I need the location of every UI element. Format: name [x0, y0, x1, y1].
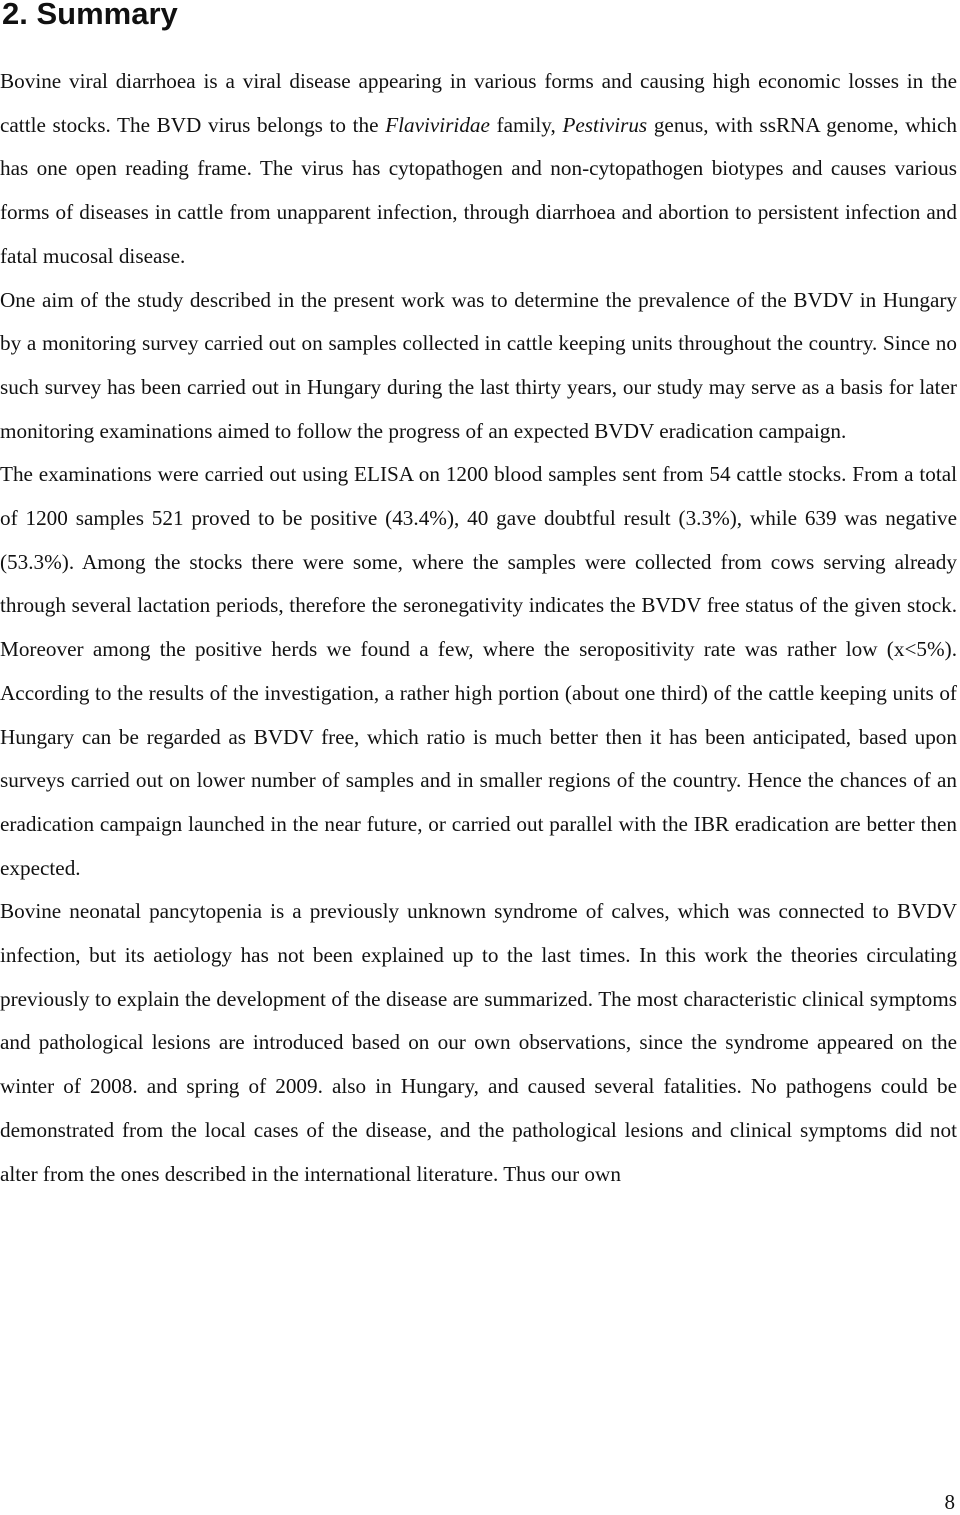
page-number: 8 — [944, 1490, 955, 1514]
paragraph: One aim of the study described in the present work was to determine the prevalence of the BVDV in Hungary by a monitoring survey carried out on samples collected in cattle keeping units throughout the country. Since no such survey has been carried out in Hungary during the last thirty years, our study may serve as a basis for later monitoring examinations aimed to follow the progress of an expected BVDV eradication campaign. — [0, 287, 957, 443]
italic-term: Pestivirus — [562, 112, 648, 137]
summary-body — [0, 60, 957, 1196]
section-heading: 2. Summary — [2, 0, 178, 31]
paragraph: The examinations were carried out using ELISA on 1200 blood samples sent from 54 cattle stocks. From a total of 1200 samples 521 proved to be positive (43.4%), 40 gave doubtful result (3.3%), while 639 was negative (53.3%). Among the stocks there were some, where the samples were collected from cows serving already through several lactation periods, therefore the seronegativity indicates the BVDV free status of the given stock. Moreover among the positive herds we found a few, where the seropositivity rate was rather low (x<5%). According to the results of the investigation, a rather high portion (about one third) of the cattle keeping units of Hungary can be regarded as BVDV free, which ratio is much better then it has been anticipated, based upon surveys carried out on lower number of samples and in smaller regions of the country. Hence the chances of an eradication campaign launched in the near future, or carried out parallel with the IBR eradication are better then expected. — [0, 462, 957, 880]
italic-term: Flaviviridae — [385, 112, 490, 137]
paragraph: Bovine viral diarrhoea is a viral disease appearing in various forms and causing high economic losses in the cattle stocks. The BVD virus belongs to the Flaviviridae family, Pestivirus genus, with ssRNA genome, which has one open reading frame. The virus has cytopathogen and non-cytopathogen biotypes and causes various forms of diseases in cattle from unapparent infection, through diarrhoea and abortion to persistent infection and fatal mucosal disease. — [0, 69, 957, 268]
paragraph: Bovine neonatal pancytopenia is a previously unknown syndrome of calves, which was connected to BVDV infection, but its aetiology has not been explained up to the last times. In this work the theories circulating previously to explain the development of the disease are summarized. The most characteristic clinical symptoms and pathological lesions are introduced based on our own observations, since the syndrome appeared on the winter of 2008. and spring of 2009. also in Hungary, and caused several fatalities. No pathogens could be demonstrated from the local cases of the disease, and the pathological lesions and clinical symptoms did not alter from the ones described in the international literature. Thus our own — [0, 899, 957, 1186]
